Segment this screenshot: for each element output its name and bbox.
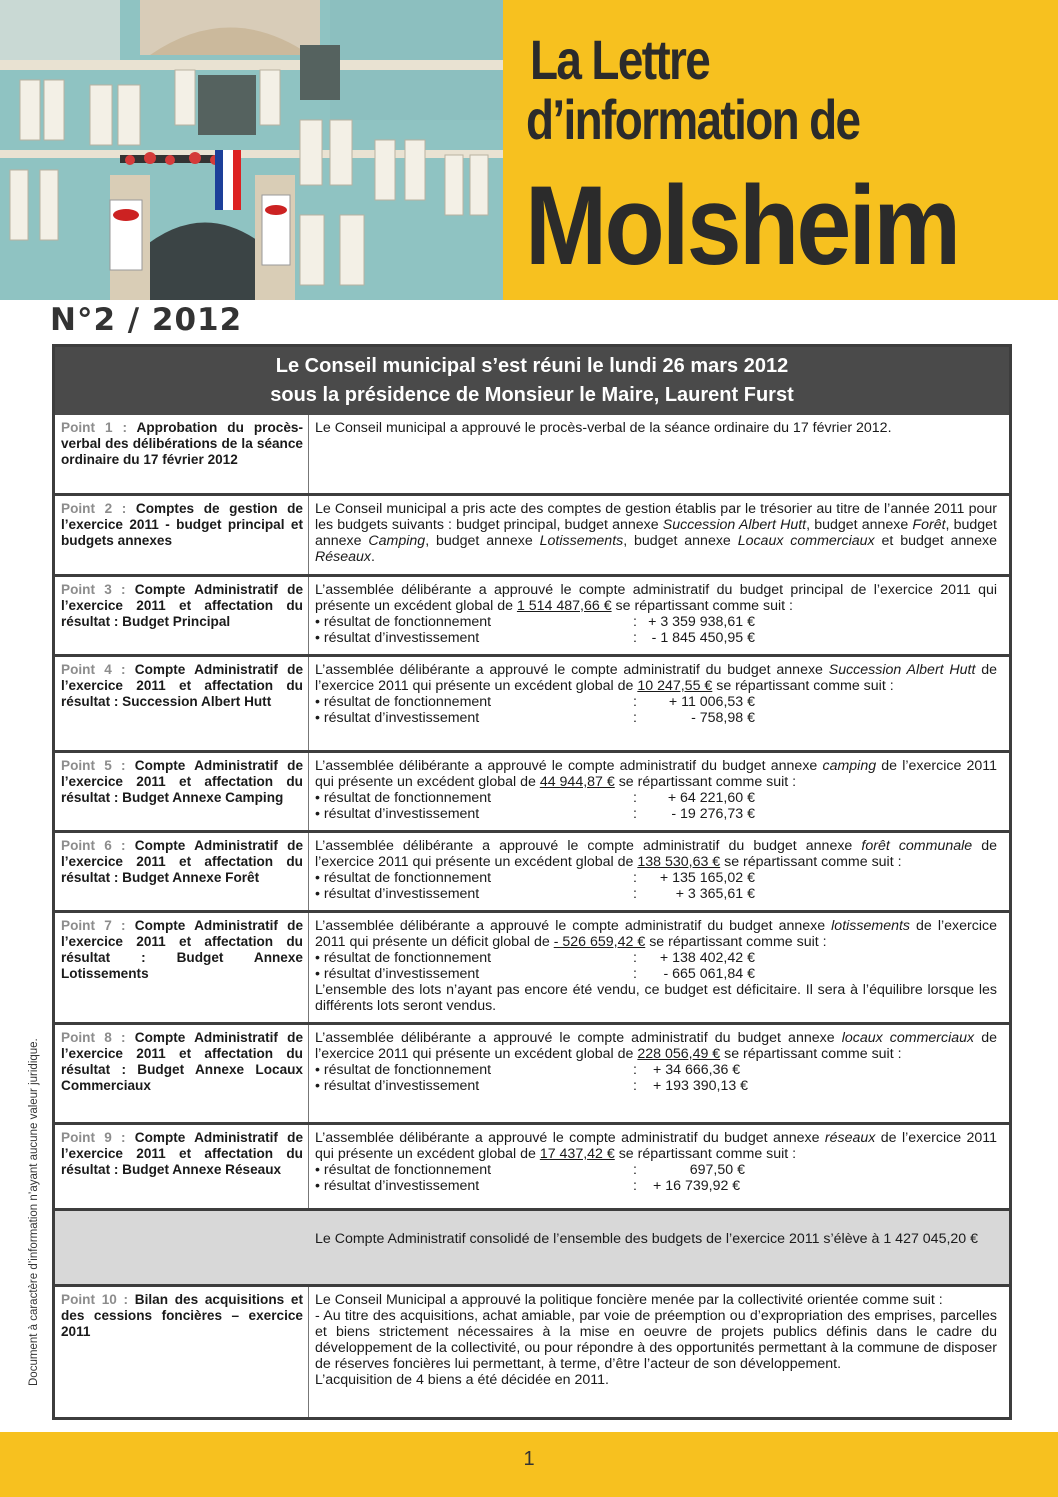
meeting-banner [55,347,1009,415]
investment-result-row: • résultat d’investissement : - 1 845 450,95 € [315,630,755,646]
agenda-item-label: Point 2 : Comptes de gestion de l’exercice 2011 - budget principal et budgets annexes [61,501,303,548]
global-result-amount: 1 514 487,66 € [516,598,612,614]
agenda-item-label: Point 7 : Compte Administratif de l’exercice 2011 et affectation du résultat : Budget Annexe Lotissements [61,918,304,981]
masthead-title-line2: d’information de [526,88,860,151]
consolidated-summary [55,1211,1009,1287]
agenda-item-text: L’assemblée délibérante a approuvé le compte administratif du budget annexe Succession Albert Hutt de l’exercice 2011 qui présente un excédent global de 10 247,55 € se répartissant comme suit : • résultat de fonctionnement : + 11 006,53 € • résultat d’investissement : - 758,98 € [315,662,997,726]
town-hall-photo [0,0,503,300]
operating-result-row: • résultat de fonctionnement : 697,50 € [315,1162,745,1178]
agenda-item-label: Point 6 : Compte Administratif de l’exercice 2011 et affectation du résultat : Budget Annexe Forêt [61,838,304,885]
masthead-title-line1: La Lettre [530,28,710,91]
investment-result-row: • résultat d’investissement : - 19 276,73 € [315,806,755,822]
agenda-item-9 [55,1125,1009,1211]
agenda-item-text: Le Conseil Municipal a approuvé la politique foncière menée par la collectivité orientée comme suit : - Au titre des acquisitions, achat amiable, par voie de préemption ou d’expropriation des emprises, parcelles et biens strictement nécessaires à la mise en oeuvre de projets publics définis dans le cadre du développement de la collectivité, ou pour répondre à des opportunités permettant à la commune de disposer de réserves foncières lui permettant, à terme, d’être l’acteur de son développement. L’acquisition de 4 biens a été décidée en 2011. [315,1292,997,1388]
agenda-item-1 [55,415,1009,496]
page-footer [0,1432,1058,1497]
legal-disclaimer: Document à caractère d’information n’ayant aucune valeur juridique. [28,1038,40,1386]
agenda-item-label: Point 4 : Compte Administratif de l’exercice 2011 et affectation du résultat : Succession Albert Hutt [61,662,304,709]
agenda-item-text: L’assemblée délibérante a approuvé le compte administratif du budget annexe locaux commerciaux de l’exercice 2011 qui présente un excédent global de 228 056,49 € se répartissant comme suit : • résultat de fonctionnement : + 34 666,36 € • résultat d’investissement : + 193 390,13 € [315,1030,997,1094]
operating-result-row: • résultat de fonctionnement : + 3 359 938,61 € [315,614,755,630]
agenda-item-10 [55,1287,1009,1417]
agenda-item-6 [55,833,1009,913]
agenda-item-text: L’assemblée délibérante a approuvé le compte administratif du budget annexe lotissements de l’exercice 2011 qui présente un déficit global de - 526 659,42 € se répartissant comme suit : • résultat de fonctionnement : + 138 402,42 € • résultat d’investissement : - 665 061,84 € L’ensemble des lots n’ayant pas encore été vendu, ce budget est déficitaire. Il sera à l’équilibre lorsque les différents lots seront vendus. [315,918,997,1014]
agenda-item-label: Point 5 : Compte Administratif de l’exercice 2011 et affectation du résultat : Budget Annexe Camping [61,758,304,805]
consolidated-text: Le Compte Administratif consolidé de l’ensemble des budgets de l’exercice 2011 s’élève à 1 427 045,20 € [315,1231,979,1247]
agenda-item-label: Point 3 : Compte Administratif de l’exercice 2011 et affectation du résultat : Budget Principal [61,582,304,629]
agenda-item-text: L’assemblée délibérante a approuvé le compte administratif du budget principal de l’exercice 2011 qui présente un excédent global de 1 514 487,66 € se répartissant comme suit : • résultat de fonctionnement : + 3 359 938,61 € • résultat d’investissement : - 1 845 450,95 € [315,582,997,646]
global-result-amount: 44 944,87 € [539,774,615,790]
agenda-item-label: Point 10 : Bilan des acquisitions et des cessions foncières – exercice 2011 [61,1292,303,1339]
agenda-item-2 [55,496,1009,577]
global-result-amount: 228 056,49 € [637,1046,721,1062]
agenda-item-5 [55,753,1009,833]
masthead-town-name: Molsheim [525,163,959,288]
investment-result-row: • résultat d’investissement : - 665 061,84 € [315,966,755,982]
agenda-item-3 [55,577,1009,657]
page-number: 1 [523,1448,535,1470]
issue-number: N°2 / 2012 [50,302,243,338]
agenda-item-7 [55,913,1009,1025]
operating-result-row: • résultat de fonctionnement : + 11 006,53 € [315,694,755,710]
agenda-item-8 [55,1025,1009,1125]
agenda-item-label: Point 9 : Compte Administratif de l’exercice 2011 et affectation du résultat : Budget Annexe Réseaux [61,1130,304,1177]
investment-result-row: • résultat d’investissement : + 193 390,13 € [315,1078,749,1094]
global-result-amount: 17 437,42 € [539,1146,615,1162]
deficit-note: L’ensemble des lots n’ayant pas encore été vendu, ce budget est déficitaire. Il sera à l’équilibre lorsque les différents lots seront vendus. [315,982,997,1014]
banner-line2: sous la présidence de Monsieur le Maire, Laurent Furst [270,384,794,406]
operating-result-row: • résultat de fonctionnement : + 135 165,02 € [315,870,755,886]
investment-result-row: • résultat d’investissement : + 3 365,61 € [315,886,755,902]
operating-result-row: • résultat de fonctionnement : + 64 221,60 € [315,790,755,806]
banner-line1: Le Conseil municipal s’est réuni le lundi 26 mars 2012 [275,355,789,377]
global-result-amount: 10 247,55 € [637,678,713,694]
masthead [503,0,1058,300]
global-result-amount: - 526 659,42 € [553,934,646,950]
agenda-item-text: L’assemblée délibérante a approuvé le compte administratif du budget annexe forêt communale de l’exercice 2011 qui présente un excédent global de 138 530,63 € se répartissant comme suit : • résultat de fonctionnement : + 135 165,02 € • résultat d’investissement : + 3 365,61 € [315,838,998,902]
agenda-item-4 [55,657,1009,753]
council-minutes-table [52,344,1012,1420]
agenda-item-text: L’assemblée délibérante a approuvé le compte administratif du budget annexe camping de l’exercice 2011 qui présente un excédent global de 44 944,87 € se répartissant comme suit : • résultat de fonctionnement : + 64 221,60 € • résultat d’investissement : - 19 276,73 € [315,758,998,822]
operating-result-row: • résultat de fonctionnement : + 138 402,42 € [315,950,755,966]
agenda-item-label: Point 1 : Approbation du procès-verbal des délibérations de la séance ordinaire du 17 février 2012 [61,420,303,467]
investment-result-row: • résultat d’investissement : + 16 739,92 € [315,1178,741,1194]
investment-result-row: • résultat d’investissement : - 758,98 € [315,710,755,726]
agenda-item-text: L’assemblée délibérante a approuvé le compte administratif du budget annexe réseaux de l’exercice 2011 qui présente un excédent global de 17 437,42 € se répartissant comme suit : • résultat de fonctionnement : 697,50 € • résultat d’investissement : + 16 739,92 € [315,1130,997,1194]
agenda-item-text: Le Conseil municipal a approuvé le procès-verbal de la séance ordinaire du 17 février 2012. [315,420,892,436]
agenda-item-label: Point 8 : Compte Administratif de l’exercice 2011 et affectation du résultat : Budget Annexe Locaux Commerciaux [61,1030,304,1093]
global-result-amount: 138 530,63 € [637,854,721,870]
operating-result-row: • résultat de fonctionnement : + 34 666,36 € [315,1062,741,1078]
agenda-item-text: Le Conseil municipal a pris acte des comptes de gestion établis par le trésorier au titre de l’année 2011 pour les budgets suivants : budget principal, budget annexe Succession Albert Hutt, budget annexe Forêt, budget annexe Camping, budget annexe Lotissements, budget annexe Locaux commerciaux et budget annexe Réseaux. [315,501,997,565]
